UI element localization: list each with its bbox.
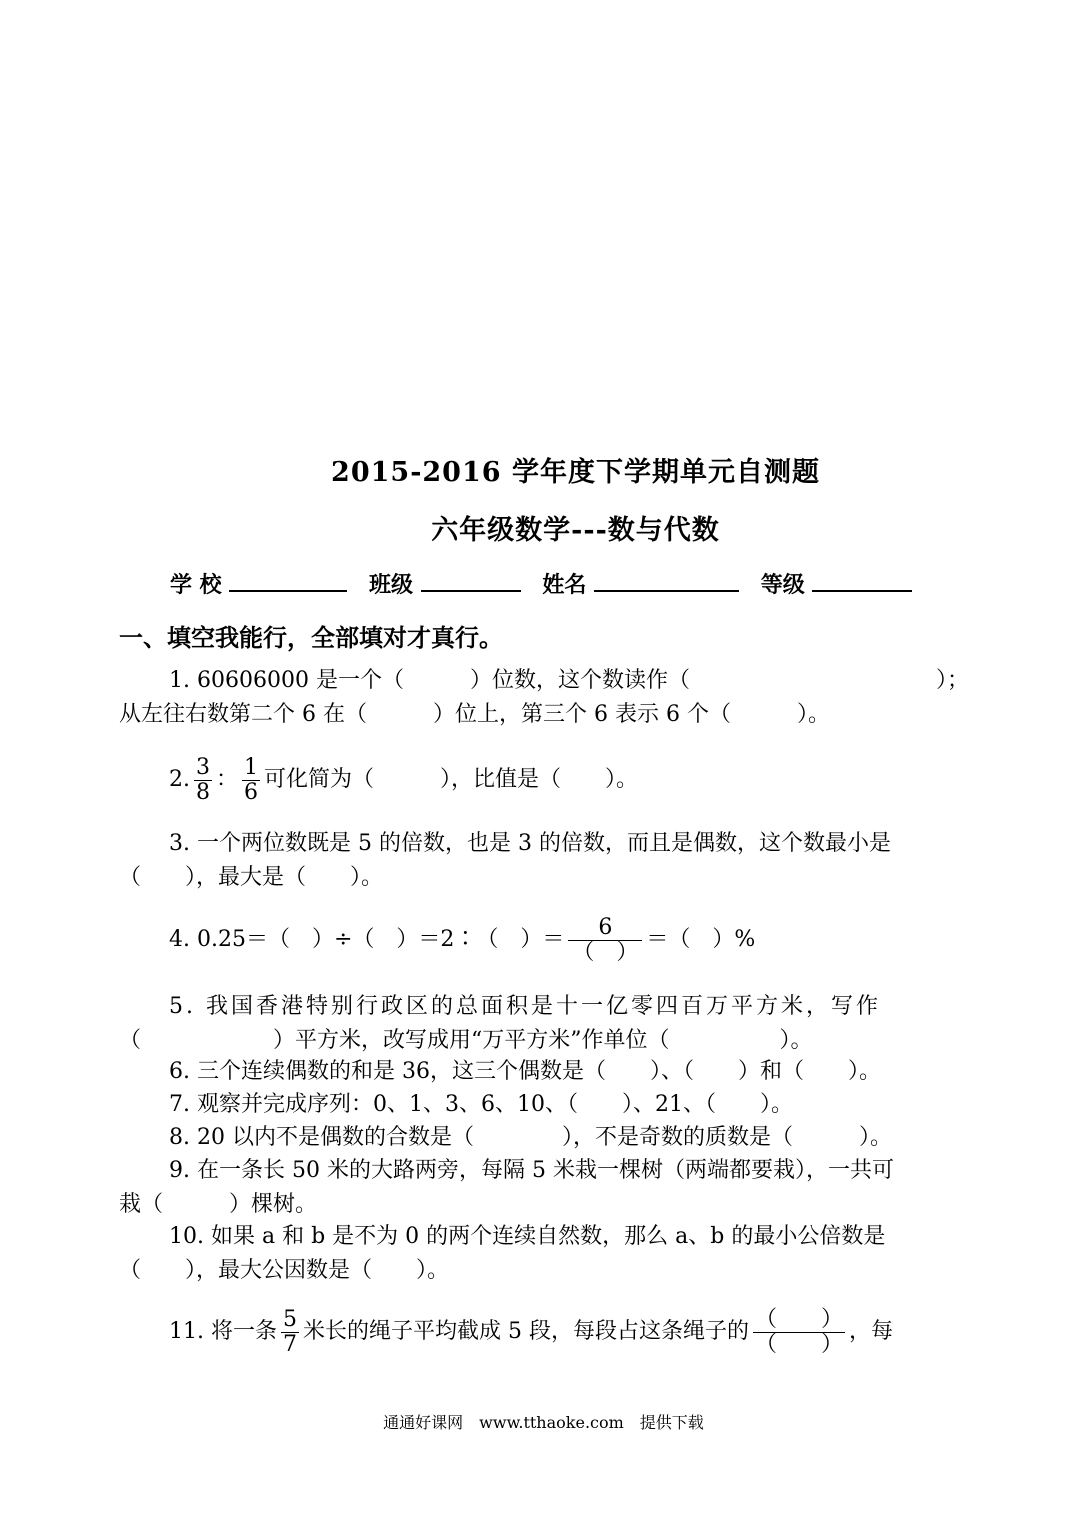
q5-line2: （ ）平方米，改写成用“万平方米”作单位（ ）。	[119, 1028, 813, 1053]
q2-fraction-2	[242, 756, 260, 805]
question-4	[119, 910, 1019, 970]
page-title: 2015-2016 学年度下学期单元自测题	[331, 457, 820, 488]
q2-suffix: 可化简为（ ），比值是（ ）。	[264, 767, 639, 792]
q10-line1: 10. 如果 a 和 b 是不为 0 的两个连续自然数，那么 a、b 的最小公倍数是	[169, 1224, 886, 1249]
q4-right: ＝（ ）%	[646, 927, 756, 952]
class-label: 班级	[369, 572, 414, 598]
q11-fraction-1	[281, 1308, 299, 1357]
q9-line2: 栽（ ）棵树。	[119, 1192, 318, 1217]
q11-fraction-2-numerator: （ ）	[754, 1306, 843, 1332]
q11-middle: 米长的绳子平均截成 5 段，每段占这条绳子的	[302, 1319, 749, 1344]
q10-line2: （ ），最大公因数是（ ）。	[119, 1258, 450, 1283]
question-3	[119, 827, 969, 895]
q11-fraction-2-denominator: （ ）	[754, 1331, 843, 1357]
q4-fraction	[568, 916, 642, 965]
question-7: 7. 观察并完成序列：0、1、3、6、10、（ ）、21、（ ）。	[169, 1092, 793, 1117]
school-field[interactable]	[229, 570, 347, 592]
q9-line1: 9. 在一条长 50 米的大路两旁，每隔 5 米栽一棵树（两端都要栽），一共可	[169, 1158, 894, 1183]
q11-fraction-1-denominator: 7	[282, 1331, 297, 1357]
q2-colon: ：	[216, 767, 239, 792]
q4-fraction-numerator: 6	[568, 916, 642, 941]
q11-prefix: 11. 将一条	[169, 1319, 277, 1344]
q2-fraction-2-denominator: 6	[244, 779, 259, 805]
student-info-row	[170, 568, 930, 599]
question-2	[119, 750, 1019, 810]
class-field[interactable]	[421, 570, 521, 592]
q1-line1-right: ）；	[935, 668, 969, 693]
q2-fraction-1	[194, 756, 212, 805]
name-field[interactable]	[594, 570, 739, 592]
q2-fraction-1-numerator: 3	[196, 754, 210, 780]
q3-line2: （ ），最大是（ ）。	[119, 865, 384, 890]
q11-fraction-1-numerator: 5	[282, 1306, 297, 1332]
q2-fraction-1-denominator: 8	[196, 779, 210, 805]
question-5	[119, 990, 969, 1058]
q11-fraction-2	[753, 1308, 845, 1357]
page-subtitle: 六年级数学---数与代数	[431, 515, 720, 546]
q5-line1: 5. 我国香港特别行政区的总面积是十一亿零四百万平方米，写作	[169, 994, 881, 1019]
question-1	[119, 664, 969, 732]
q1-line2: 从左往右数第二个 6 在（ ）位上，第三个 6 表示 6 个（ ）。	[119, 702, 830, 727]
question-9	[119, 1154, 969, 1222]
grade-label: 等级	[760, 572, 805, 598]
grade-field[interactable]	[812, 570, 912, 592]
question-11	[119, 1302, 1019, 1362]
question-10	[119, 1220, 969, 1288]
q1-line1-left: 1. 60606000 是一个（ ）位数，这个数读作（	[169, 668, 690, 693]
school-label: 学 校	[170, 572, 222, 598]
q4-left: 4. 0.25＝（ ）÷（ ）＝2∶（ ）＝	[169, 927, 565, 952]
section-heading: 一、填空我能行，全部填对才真行。	[119, 623, 503, 652]
q3-line1: 3. 一个两位数既是 5 的倍数，也是 3 的倍数，而且是偶数，这个数最小是	[169, 831, 891, 856]
q4-fraction-denominator: （ ）	[572, 939, 639, 965]
q2-fraction-2-numerator: 1	[244, 754, 259, 780]
page-footer: 通通好课网 www.tthaoke.com 提供下载	[383, 1413, 704, 1432]
question-6: 6. 三个连续偶数的和是 36，这三个偶数是（ ）、（ ）和（ ）。	[169, 1059, 881, 1084]
q2-prefix: 2.	[169, 767, 190, 792]
question-8: 8. 20 以内不是偶数的合数是（ ），不是奇数的质数是（ ）。	[169, 1125, 892, 1150]
q11-suffix: ，每	[849, 1319, 894, 1344]
name-label: 姓名	[542, 572, 587, 598]
